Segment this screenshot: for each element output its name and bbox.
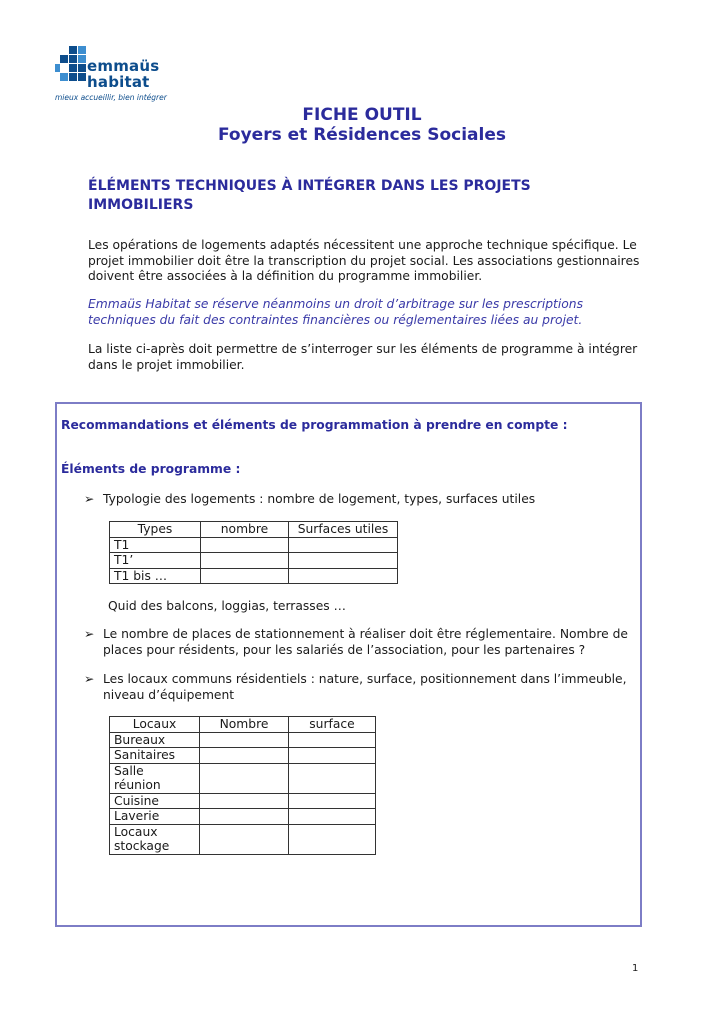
table-row	[110, 763, 376, 793]
table-cell: Cuisine	[110, 793, 200, 809]
table-cell-empty	[200, 748, 289, 764]
table-header-row	[110, 717, 376, 733]
bullet-text: Le nombre de places de stationnement à réaliser doit être réglementaire. Nombre de places pour résidents, pour les salariés de l’association, pour les partenaires ?	[103, 627, 628, 657]
table-cell: Sanitaires	[110, 748, 200, 764]
arbitration-note: Emmaüs Habitat se réserve néanmoins un droit d’arbitrage sur les prescriptions techniques du fait des contraintes financières ou réglementaires liées au projet.	[88, 297, 584, 327]
arrow-bullet-icon: ➢	[84, 672, 95, 686]
bullet-text: Les locaux communs résidentiels : nature, surface, positionnement dans l’immeuble, niveau d’équipement	[103, 672, 627, 702]
table-row	[110, 537, 398, 553]
table-cell-empty	[289, 732, 376, 748]
table-cell-empty	[201, 537, 289, 553]
table-row	[110, 824, 376, 854]
recommendations-heading: Recommandations et éléments de programmation à prendre en compte :	[61, 418, 568, 432]
cell-line: réunion	[114, 778, 161, 792]
table-cell-empty	[200, 732, 289, 748]
table-cell-empty	[200, 824, 289, 854]
table-cell-empty	[201, 568, 289, 584]
typologie-table	[109, 521, 398, 584]
table-cell: T1 bis …	[110, 568, 201, 584]
table-header-cell: surface	[289, 717, 376, 733]
table-cell-empty	[200, 763, 289, 793]
table-cell-empty	[289, 553, 398, 569]
table-header-cell: Locaux	[110, 717, 200, 733]
table-cell: Laverie	[110, 809, 200, 825]
page-title: FICHE OUTIL	[302, 105, 422, 125]
page-number: 1	[632, 963, 639, 974]
table-cell: T1	[110, 537, 201, 553]
table-cell	[110, 763, 200, 793]
table-header-cell: nombre	[201, 522, 289, 538]
table-cell-empty	[289, 809, 376, 825]
cell-line: Salle	[114, 763, 144, 778]
table-row	[110, 793, 376, 809]
logo-word-emmaus: emmaüs	[87, 57, 160, 75]
emmaus-habitat-logo	[55, 44, 180, 106]
table-header-row	[110, 522, 398, 538]
table-cell-empty	[289, 824, 376, 854]
table-cell-empty	[289, 793, 376, 809]
section-heading: ÉLÉMENTS TECHNIQUES À INTÉGRER DANS LES PROJETS IMMOBILIERS	[88, 178, 531, 213]
table-cell-empty	[289, 537, 398, 553]
logo-tagline: mieux accueillir, bien intégrer	[55, 93, 167, 102]
cell-line: Locaux	[114, 824, 158, 839]
table-row	[110, 553, 398, 569]
table-header-cell: Types	[110, 522, 201, 538]
locaux-table	[109, 716, 376, 855]
table-header-cell: Nombre	[200, 717, 289, 733]
logo-word-habitat: habitat	[87, 73, 150, 91]
balcons-question: Quid des balcons, loggias, terrasses …	[108, 599, 346, 613]
arrow-bullet-icon: ➢	[84, 492, 95, 506]
table-row	[110, 568, 398, 584]
table-cell: Bureaux	[110, 732, 200, 748]
intro-paragraph: Les opérations de logements adaptés nécessitent une approche technique spécifique. Le projet immobilier doit être la transcription du projet social. Les associations gestionnaires doivent être associées à la définition du programme immobilier.	[88, 238, 640, 283]
table-cell	[110, 824, 200, 854]
table-row	[110, 732, 376, 748]
cell-line: stockage	[114, 839, 170, 853]
arrow-bullet-icon: ➢	[84, 627, 95, 641]
table-cell-empty	[289, 748, 376, 764]
program-elements-heading: Éléments de programme :	[61, 462, 241, 476]
table-header-cell: Surfaces utiles	[289, 522, 398, 538]
table-row	[110, 748, 376, 764]
table-cell-empty	[200, 793, 289, 809]
table-cell-empty	[289, 763, 376, 793]
bullet-text: Typologie des logements : nombre de logement, types, surfaces utiles	[103, 492, 536, 506]
table-cell: T1’	[110, 553, 201, 569]
list-intro-paragraph: La liste ci-après doit permettre de s’interroger sur les éléments de programme à intégrer dans le projet immobilier.	[88, 342, 638, 372]
table-cell-empty	[200, 809, 289, 825]
page-subtitle: Foyers et Résidences Sociales	[218, 125, 506, 145]
table-cell-empty	[289, 568, 398, 584]
table-cell-empty	[201, 553, 289, 569]
table-row	[110, 809, 376, 825]
